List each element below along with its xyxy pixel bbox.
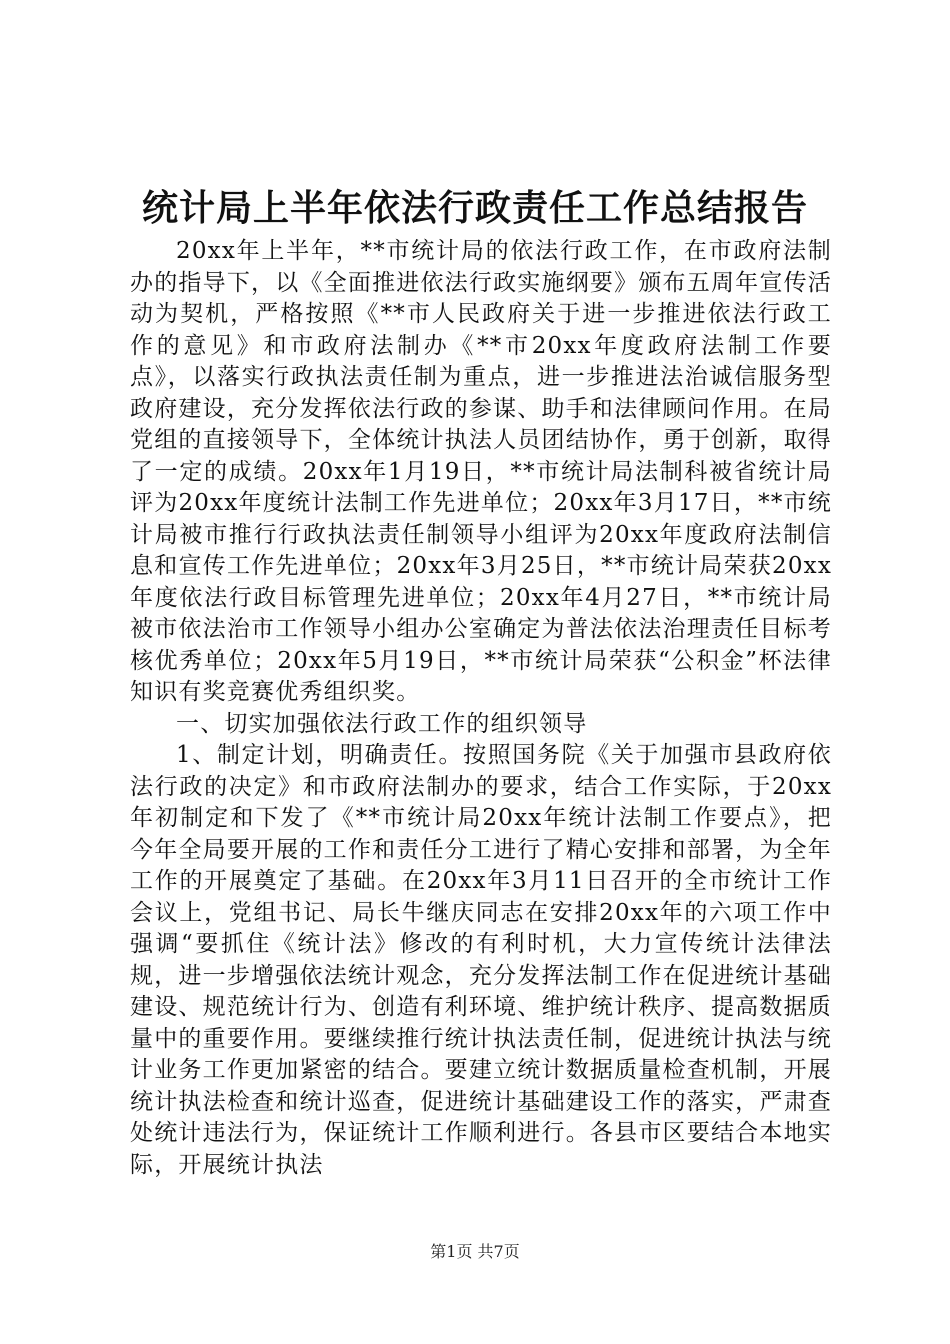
document-body (130, 236, 832, 1181)
page-number-footer: 第1页 共7页 (430, 1242, 520, 1261)
section-paragraph: 1、制定计划，明确责任。按照国务院《关于加强市县政府依法行政的决定》和市政府法制办的要求，结合工作实际，于20xx年初制定和下发了《**市统计局20xx年统计法制工作要点》，把今年全局要开展的工作和责任分工进行了精心安排和部署，为全年工作的开展奠定了基础。在20xx年3月11日召开的全市统计工作会议上，党组书记、局长牛继庆同志在安排20xx年的六项工作中强调“要抓住《统计法》修改的有利时机，大力宣传统计法律法规，进一步增强依法统计观念，充分发挥法制工作在促进统计基础建设、规范统计行为、创造有利环境、维护统计秩序、提高数据质量中的重要作用。要继续推行统计执法责任制，促进统计执法与统计业务工作更加紧密的结合。要建立统计数据质量检查机制，开展统计执法检查和统计巡查，促进统计基础建设工作的落实，严肃查处统计违法行为，保证统计工作顺利进行。各县市区要结合本地实际，开展统计执法 (130, 742, 832, 1178)
section-heading: 一、切实加强依法行政工作的组织领导 (176, 710, 588, 737)
document-title: 统计局上半年依法行政责任工作总结报告 (141, 187, 808, 229)
intro-paragraph: 20xx年上半年，**市统计局的依法行政工作，在市政府法制办的指导下，以《全面推进依法行政实施纲要》颁布五周年宣传活动为契机，严格按照《**市人民政府关于进一步推进依法行政工作的意见》和市政府法制办《**市20xx年度政府法制工作要点》，以落实行政执法责任制为重点，进一步推进法治诚信服务型政府建设，充分发挥依法行政的参谋、助手和法律顾问作用。在局党组的直接领导下，全体统计执法人员团结协作，勇于创新，取得了一定的成绩。20xx年1月19日，**市统计局法制科被省统计局评为20xx年度统计法制工作先进单位；20xx年3月17日，**市统计局被市推行行政执法责任制领导小组评为20xx年度政府法制信息和宣传工作先进单位；20xx年3月25日，**市统计局荣获20xx年度依法行政目标管理先进单位；20xx年4月27日，**市统计局被市依法治市工作领导小组办公室确定为普法依法治理责任目标考核优秀单位；20xx年5月19日，**市统计局荣获“公积金”杯法律知识有奖竞赛优秀组织奖。 (130, 238, 832, 705)
